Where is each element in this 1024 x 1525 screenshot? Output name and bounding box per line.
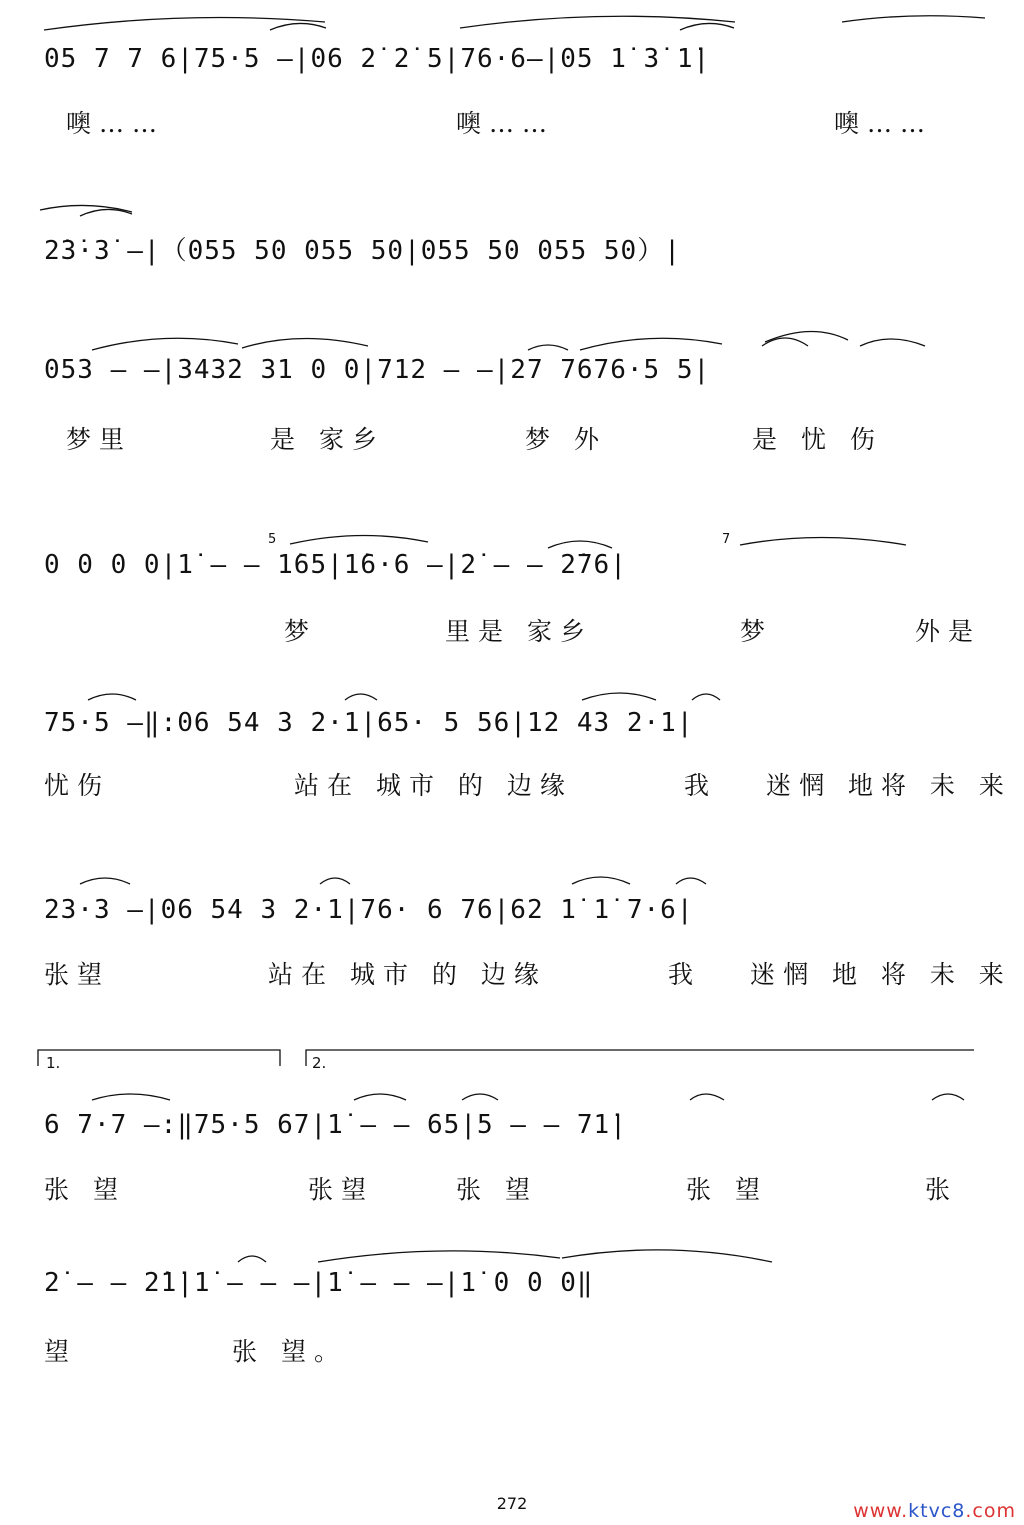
score-line-6-notes	[0, 895, 1024, 935]
phrase-slur	[320, 878, 350, 884]
phrase-slur	[582, 693, 656, 700]
score-line-1-notes	[0, 44, 1024, 84]
phrase-slur	[290, 535, 428, 544]
lyric: 张 望	[686, 1175, 768, 1204]
phrase-slur	[92, 338, 238, 350]
score-line-8-lyrics	[0, 1332, 1024, 1366]
notes-text: 2̇3̇·3̇ –|（055 50 055 50|055 50 055 50）|	[44, 236, 681, 266]
score-line-7-lyrics	[0, 1170, 1024, 1204]
score-line-6-lyrics	[0, 955, 1024, 989]
score-line-5-lyrics	[0, 766, 1024, 800]
phrase-slur	[765, 331, 848, 342]
phrase-slur	[762, 338, 808, 346]
phrase-slur	[548, 541, 612, 548]
lyric: 是 忧 伤	[752, 425, 883, 454]
phrase-slur	[238, 1256, 266, 1262]
lyric: 迷惘 地 将 未 来	[750, 960, 1012, 989]
phrase-slur	[462, 1094, 498, 1100]
lyric: 站在 城市 的 边缘	[268, 960, 547, 989]
volta-brackets	[38, 1050, 974, 1066]
grace-note-a: 5	[268, 532, 277, 547]
lyric: 外是	[915, 617, 982, 646]
lyric: 张 望	[44, 1175, 126, 1204]
phrase-slur	[460, 16, 735, 28]
phrase-slur	[860, 339, 925, 346]
phrase-slur	[270, 23, 326, 30]
phrase-slur	[80, 209, 132, 216]
notes-text: 05 7 7 6|75·5 –|06 2̇ 2̇ 5|76·6–|05 1̇ 3̇ 1̇|	[44, 44, 711, 74]
phrase-slur	[572, 877, 630, 884]
phrase-slur	[88, 694, 136, 700]
phrase-slur	[80, 878, 130, 884]
phrase-slur	[318, 1251, 560, 1262]
lyric: 忧伤	[44, 771, 111, 800]
volta-first: 1.	[46, 1054, 61, 1072]
phrase-slur	[242, 338, 368, 348]
phrase-slur	[932, 1094, 964, 1100]
lyric: 我	[684, 771, 718, 800]
phrase-slur	[842, 16, 985, 22]
lyric: 张望	[44, 960, 111, 989]
lyric: 张望	[308, 1175, 375, 1204]
notes-text: 0 0 0 0|1̇ – – 1̇65|1̇6·6 –|2̇ – – 2̇76|	[44, 550, 627, 580]
lyric: 张 望	[456, 1175, 538, 1204]
phrase-slur	[580, 338, 722, 350]
phrase-slur	[354, 1094, 406, 1100]
lyric: 梦 外	[525, 425, 607, 454]
score-line-4-notes	[0, 550, 1024, 590]
lyric: 噢……	[456, 109, 556, 138]
phrase-slur	[40, 205, 132, 212]
score-line-5-notes	[0, 708, 1024, 748]
phrase-slur	[676, 878, 706, 884]
site-watermark: www.ktvc8.com	[853, 1500, 1016, 1522]
score-line-3-lyrics	[0, 420, 1024, 454]
lyric: 噢……	[834, 109, 934, 138]
phrase-slur	[528, 345, 568, 350]
score-line-8-notes	[0, 1268, 1024, 1308]
phrase-slur	[345, 694, 377, 700]
score-line-4-lyrics	[0, 612, 1024, 646]
phrase-slur	[692, 694, 720, 700]
notes-text: 6 7·7 –:‖75·5 67|1̇ – – 65|5 – – 71̇|	[44, 1110, 627, 1140]
notes-text: 053 – –|3432 31 0 0|712 – –|27 7676·5 5|	[44, 355, 711, 385]
phrase-slur	[740, 538, 906, 546]
lyric: 望	[44, 1337, 78, 1366]
lyric: 噢……	[66, 109, 166, 138]
lyric: 里是 家乡	[445, 617, 593, 646]
phrase-slur	[44, 18, 325, 31]
notes-text: 2̇ – – 2̇1̇|1̇ – – –|1̇ – – –|1̇ 0 0 0‖	[44, 1268, 594, 1298]
lyric: 梦里	[66, 425, 133, 454]
score-line-2-notes	[0, 230, 1024, 270]
lyric: 站在 城市 的 边缘	[294, 771, 573, 800]
phrase-slur	[92, 1094, 170, 1100]
phrase-slur	[680, 23, 734, 30]
lyric: 张	[925, 1175, 959, 1204]
page-number: 272	[496, 1494, 528, 1513]
score-line-7-notes	[0, 1110, 1024, 1150]
score-line-3-notes	[0, 355, 1024, 395]
lyric: 我	[668, 960, 702, 989]
lyric: 梦	[284, 617, 318, 646]
lyric: 迷惘 地将 未 来	[766, 771, 1012, 800]
lyric: 是 家乡	[270, 425, 385, 454]
volta-second: 2.	[312, 1054, 327, 1072]
lyric: 梦	[740, 617, 774, 646]
grace-note-b: 7	[722, 532, 731, 547]
score-line-1-lyrics	[0, 104, 1024, 138]
lyric: 张 望。	[232, 1337, 347, 1366]
notes-text: 23·3 –|06 54 3 2·1|76· 6 76|62 1̇ 1̇ 7·6|	[44, 895, 694, 925]
phrase-slur	[690, 1094, 724, 1100]
phrase-slur	[562, 1250, 772, 1262]
notes-text: 75·5 –‖:06 54 3 2·1|65· 5 56|12 43 2·1|	[44, 708, 694, 738]
